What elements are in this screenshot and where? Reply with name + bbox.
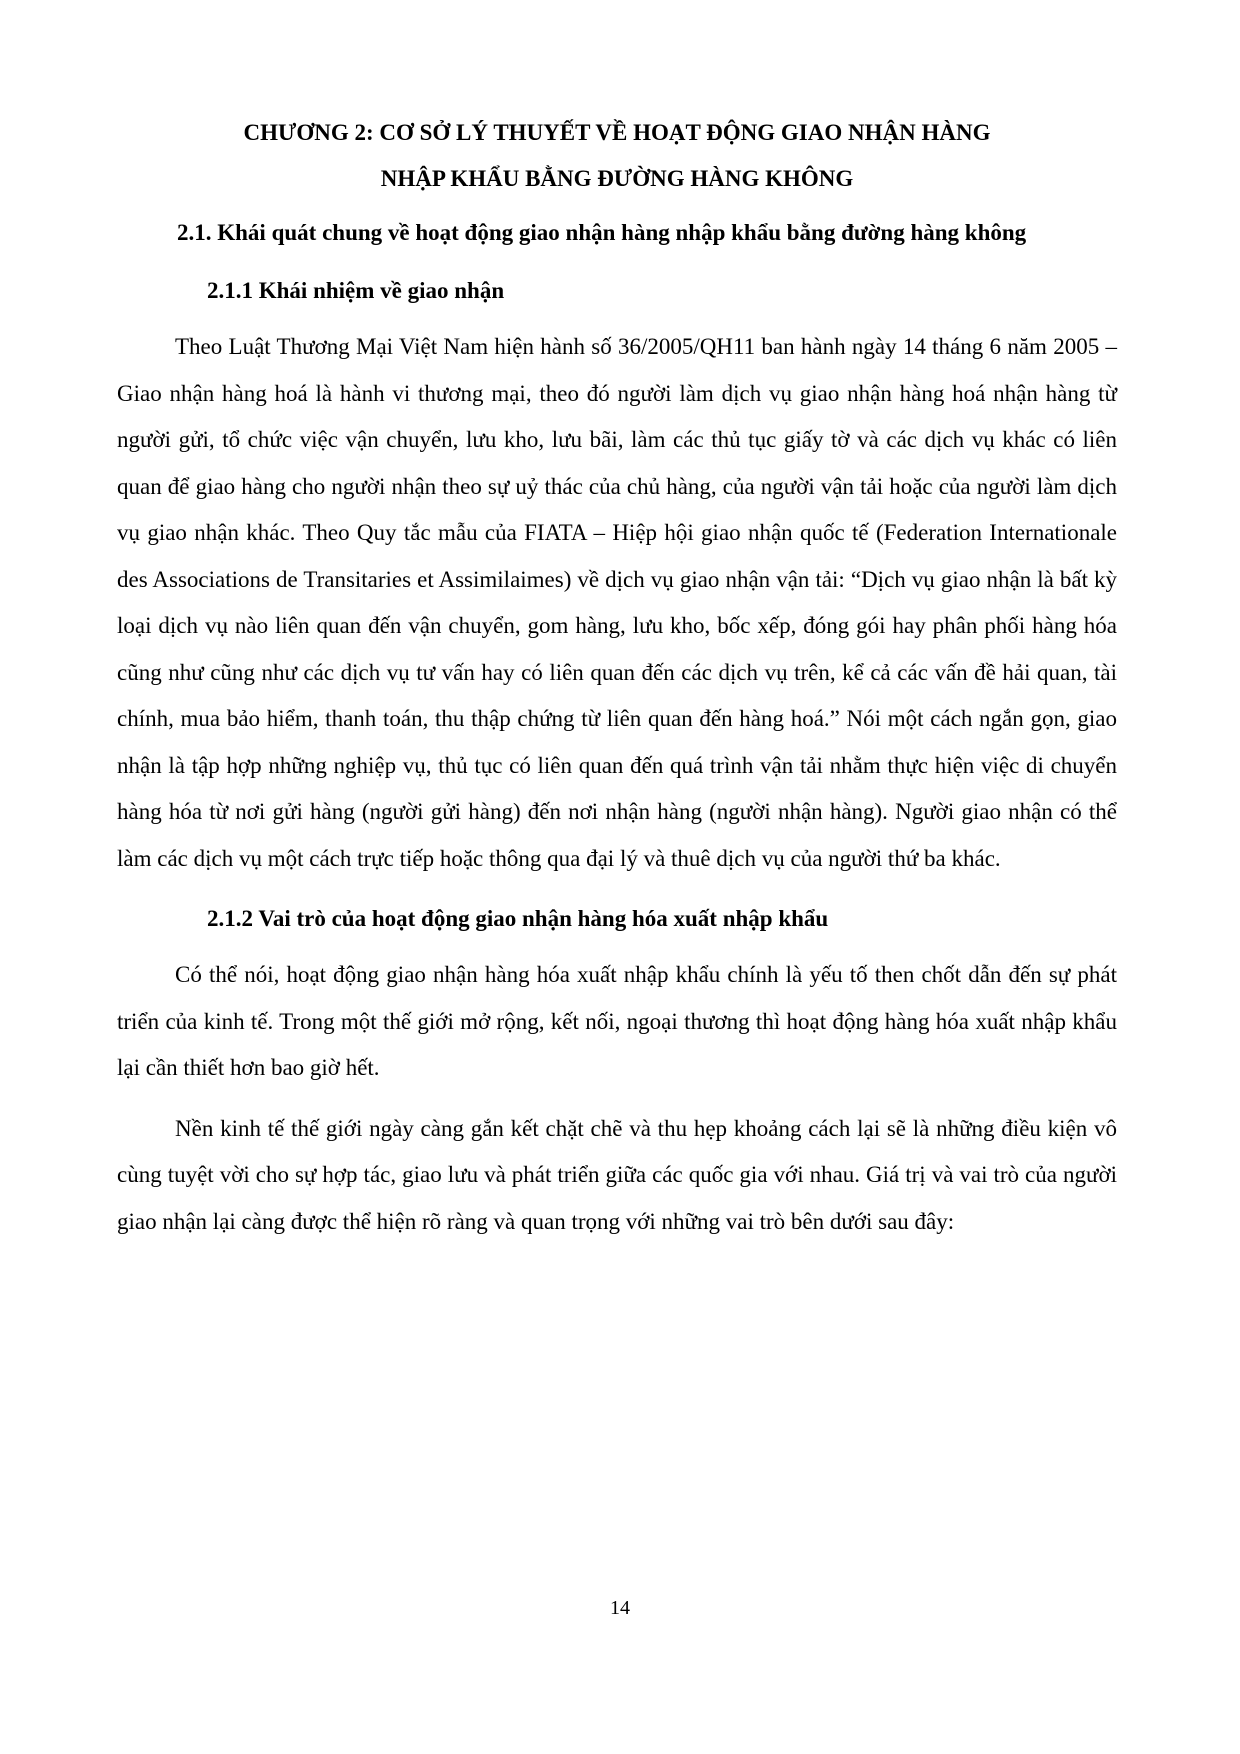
section-2-1-2-paragraph-2: Nền kinh tế thế giới ngày càng gắn kết chặt chẽ và thu hẹp khoảng cách lại sẽ là những điều kiện vô cùng tuyệt vời cho sự hợp tác, giao lưu và phát triển giữa các quốc gia với nhau. Giá trị và vai trò của người giao nhận lại càng được thể hiện rõ ràng và quan trọng với những vai trò bên dưới sau đây: (117, 1115, 1117, 1234)
page-number: 14 (610, 1597, 630, 1619)
section-2-1-2-paragraph-1: Có thể nói, hoạt động giao nhận hàng hóa xuất nhập khẩu chính là yếu tố then chốt dẫn đến sự phát triển của kinh tế. Trong một thế giới mở rộng, kết nối, ngoại thương thì hoạt động hàng hóa xuất nhập khẩu lại cần thiết hơn bao giờ hết. (117, 962, 1117, 1080)
section-2-1-heading: 2.1. Khái quát chung về hoạt động giao nhận hàng nhập khẩu bằng đường hàng không (177, 220, 1027, 245)
chapter-title-line-1: CHƯƠNG 2: CƠ SỞ LÝ THUYẾT VỀ HOẠT ĐỘNG GIAO NHẬN HÀNG (243, 120, 991, 145)
chapter-title-line-2: NHẬP KHẨU BẰNG ĐƯỜNG HÀNG KHÔNG (380, 166, 854, 191)
page-content (117, 110, 1117, 1259)
chapter-title (117, 110, 1117, 202)
section-2-1-1-heading: 2.1.1 Khái nhiệm về giao nhận (207, 278, 505, 303)
section-2-1-1-paragraph: Theo Luật Thương Mại Việt Nam hiện hành số 36/2005/QH11 ban hành ngày 14 tháng 6 năm 2005 – Giao nhận hàng hoá là hành vi thương mại, theo đó người làm dịch vụ giao nhận hàng hoá nhận hàng từ người gửi, tổ chức việc vận chuyển, lưu kho, lưu bãi, làm các thủ tục giấy tờ và các dịch vụ khác có liên quan để giao hàng cho người nhận theo sự uỷ thác của chủ hàng, của người vận tải hoặc của người làm dịch vụ giao nhận khác. Theo Quy tắc mẫu của FIATA – Hiệp hội giao nhận quốc tế (Federation Internationale des Associations de Transitaries et Assimilaimes) về dịch vụ giao nhận vận tải: “Dịch vụ giao nhận là bất kỳ loại dịch vụ nào liên quan đến vận chuyển, gom hàng, lưu kho, bốc xếp, đóng gói hay phân phối hàng hóa cũng như cũng như các dịch vụ tư vấn hay có liên quan đến các dịch vụ trên, kể cả các vấn đề hải quan, tài chính, mua bảo hiểm, thanh toán, thu thập chứng từ liên quan đến hàng hoá.” Nói một cách ngắn gọn, giao nhận là tập hợp những nghiệp vụ, thủ tục có liên quan đến quá trình vận tải nhằm thực hiện việc di chuyển hàng hóa từ nơi gửi hàng (người gửi hàng) đến nơi nhận hàng (người nhận hàng). Người giao nhận có thể làm các dịch vụ một cách trực tiếp hoặc thông qua đại lý và thuê dịch vụ của người thứ ba khác. (117, 334, 1117, 871)
section-2-1-2-heading: 2.1.2 Vai trò của hoạt động giao nhận hàng hóa xuất nhập khẩu (207, 906, 829, 931)
